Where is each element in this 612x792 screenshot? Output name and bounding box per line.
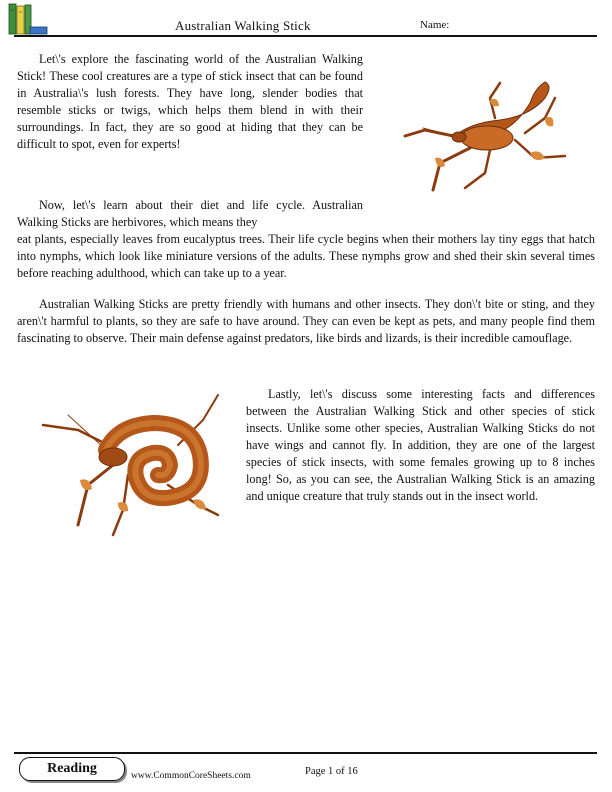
worksheet-header [0,0,612,40]
footer-divider [14,752,597,754]
name-field-label: Name: [420,19,450,31]
worksheet-title: Australian Walking Stick [175,18,311,33]
paragraph-behavior: Australian Walking Sticks are pretty friendly with humans and other insects. They don\'t bite or sting, and they aren\'t harmful to plants, so they are safe to have around. They can even be kept as pets, and many people find them fascinating to observe. Their main defense against predators, like birds and lizards, is their incredible camouflage. [17,297,595,345]
walking-stick-insect-image [18,385,238,545]
header-divider [14,35,597,37]
paragraph-facts: Lastly, let\'s discuss some interesting facts and differences between the Australian Walking Stick and other species of stick insects. Unlike some other species, Australian Walking Sticks do not have wings and cannot fly. In addition, they are one of the largest species of stick insects, with some females growing up to 8 inches long! So, as you can see, the Australian Walking Stick is an amazing and unique creature that truly stands out in the insect world. [246,387,595,503]
paragraph-diet-start: Now, let\'s learn about their diet and life cycle. Australian Walking Sticks are herbivores, which means they [17,198,363,229]
paragraph-intro: Let\'s explore the fascinating world of the Australian Walking Stick! These cool creatures are a type of stick insect that can be found in Australia\'s lush forests. They have long, slender bodies that resemble sticks or twigs, which helps them blend in with their surroundings. In fact, they are so good at hiding that they can be difficult to spot, even for experts! [17,52,363,151]
subject-badge: Reading [19,757,125,781]
books-icon [8,2,48,36]
site-url: www.CommonCoreSheets.com [131,771,251,781]
page-number: Page 1 of 16 [305,766,358,777]
paragraph-diet-continued: eat plants, especially leaves from eucalyptus trees. Their life cycle begins when their mothers lay tiny eggs that hatch into nymphs, which look like miniature versions of the adults. These nymphs grow and shed their skin several times before reaching adulthood, which can take up to a year. [17,232,595,280]
walking-stick-insect-image [395,78,585,196]
